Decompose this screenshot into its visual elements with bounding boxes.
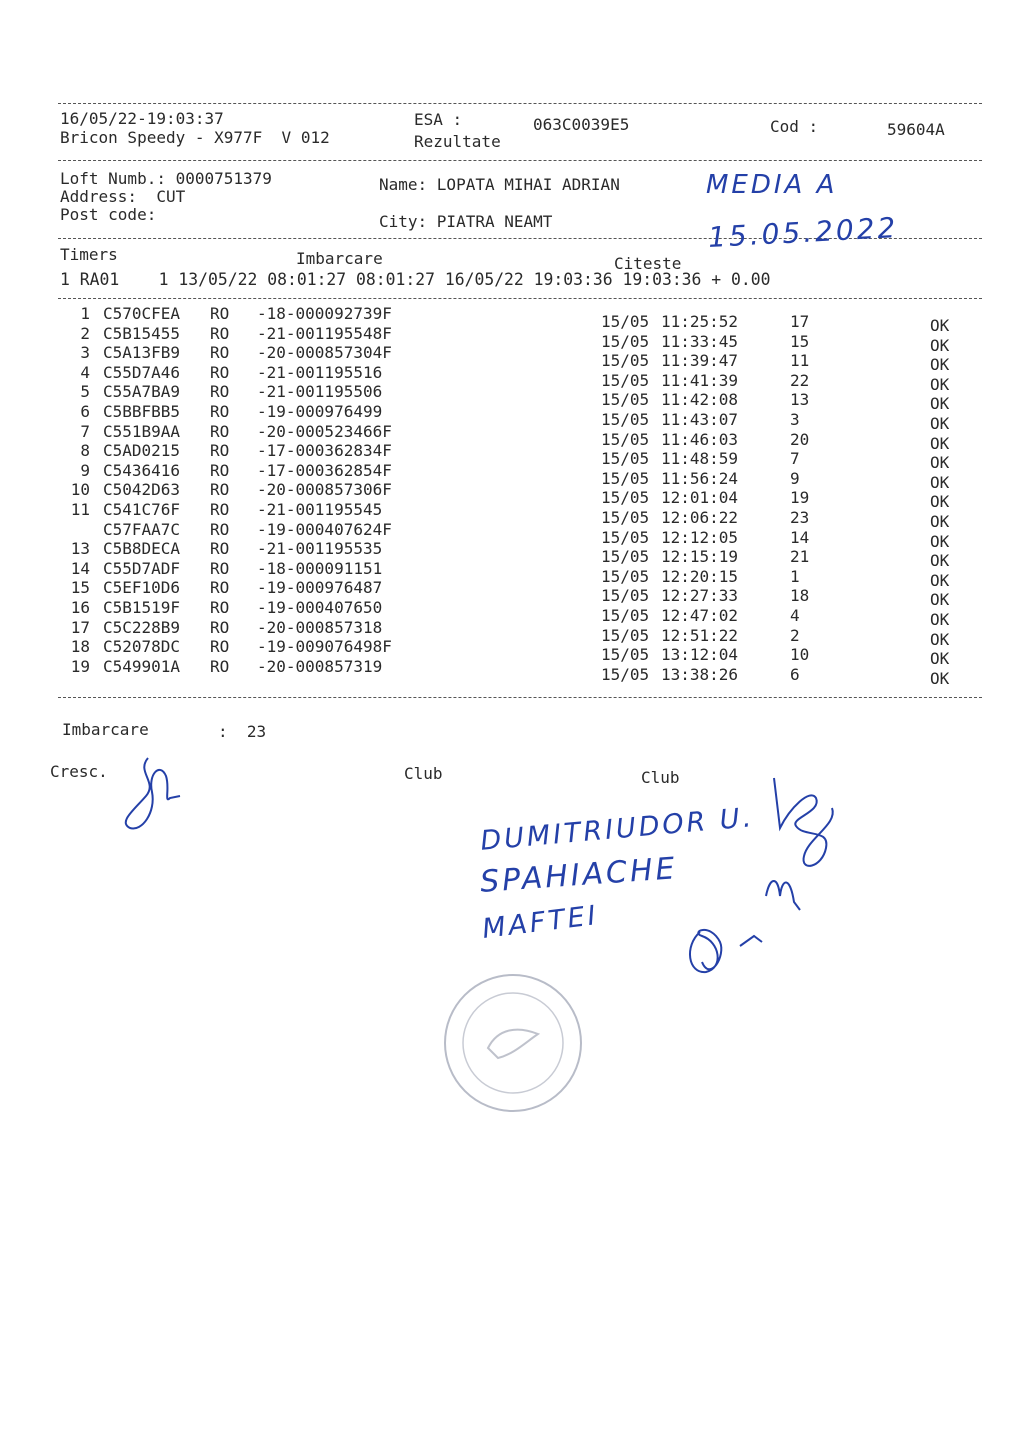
status-ok: OK <box>930 492 950 512</box>
arrival-date: 15/05 <box>601 390 650 410</box>
row-number: 11 <box>70 500 90 519</box>
arrival-time: 11:48:59 <box>661 449 739 469</box>
arrival-time: 13:38:26 <box>661 664 739 684</box>
loft-address: Address: CUT <box>60 187 186 206</box>
row-number: 7 <box>80 421 90 441</box>
country-code: RO <box>210 617 230 637</box>
status-ok: OK <box>930 590 950 610</box>
country-code: RO <box>210 480 230 500</box>
club-label-2: Club <box>641 768 680 787</box>
row-number: 15 <box>70 578 90 598</box>
status-ok: OK <box>930 551 950 571</box>
position: 6 <box>790 664 800 684</box>
status-ok: OK <box>930 668 950 688</box>
device-name: Bricon Speedy - X977F V 012 <box>60 128 330 147</box>
row-number: 5 <box>80 382 90 402</box>
results-table <box>0 0 1024 700</box>
print-datetime: 16/05/22-19:03:37 <box>60 109 224 128</box>
country-code: RO <box>210 421 230 441</box>
club-label-1: Club <box>404 764 443 783</box>
country-code: RO <box>210 323 230 343</box>
country-code: RO <box>210 558 230 578</box>
position: 11 <box>790 351 810 371</box>
position: 22 <box>790 370 810 390</box>
arrival-time: 11:56:24 <box>661 468 739 488</box>
arrival-date: 15/05 <box>601 351 650 371</box>
arrival-date: 15/05 <box>601 664 650 684</box>
country-code: RO <box>210 362 230 382</box>
cod-value: 59604A <box>887 120 945 139</box>
arrival-time: 11:41:39 <box>661 370 739 390</box>
ring-number: -21-001195506 <box>257 382 383 402</box>
row-number: 10 <box>70 480 90 500</box>
arrival-time: 11:46:03 <box>661 429 739 449</box>
arrival-date: 15/05 <box>601 331 650 351</box>
club-stamp <box>438 968 588 1118</box>
ring-number: -19-000407650 <box>257 598 383 617</box>
ring-number: -17-000362854F <box>257 460 392 480</box>
timer-line: 1 RA01 1 13/05/22 08:01:27 08:01:27 16/05/22 19:03:36 19:03:36 + 0.00 <box>60 270 771 289</box>
chip-id: C551B9AA <box>103 421 181 441</box>
signature-cresc <box>108 752 188 832</box>
ring-number: -19-000976487 <box>257 578 383 598</box>
arrival-time: 12:15:19 <box>661 547 739 567</box>
chip-id: C549901A <box>103 656 181 676</box>
arrival-time: 11:42:08 <box>661 390 739 410</box>
country-code: RO <box>210 637 230 657</box>
row-number: 14 <box>70 558 90 578</box>
arrival-date: 15/05 <box>601 468 650 488</box>
chip-id: C57FAA7C <box>103 519 181 539</box>
chip-id: C5BBFBB5 <box>103 402 181 421</box>
country-code: RO <box>210 578 230 598</box>
status-ok: OK <box>930 649 950 669</box>
chip-id: C52078DC <box>103 637 181 657</box>
row-number: 18 <box>70 637 90 657</box>
timers-citeste-header: Citeste <box>614 254 682 273</box>
arrival-time: 12:20:15 <box>661 566 739 586</box>
arrival-date: 15/05 <box>601 527 650 547</box>
position: 19 <box>790 488 810 508</box>
chip-id: C5A13FB9 <box>103 343 181 363</box>
position: 20 <box>790 429 810 449</box>
ring-number: -21-001195535 <box>257 539 383 559</box>
country-code: RO <box>210 598 230 617</box>
chip-id: C55A7BA9 <box>103 382 181 402</box>
row-number: 9 <box>80 460 90 480</box>
status-ok: OK <box>930 629 950 649</box>
chip-id: C55D7ADF <box>103 558 181 578</box>
ring-number: -20-000857306F <box>257 480 392 500</box>
row-number: 8 <box>80 441 90 461</box>
handwritten-name-1: DUMITRIUDOR U. <box>479 802 756 857</box>
ring-number: -18-000092739F <box>257 304 392 323</box>
arrival-time: 11:25:52 <box>661 312 739 331</box>
arrival-date: 15/05 <box>601 410 650 429</box>
loft-post-code: Post code: <box>60 205 157 224</box>
country-code: RO <box>210 500 230 519</box>
chip-id: C5B15455 <box>103 323 181 343</box>
status-ok: OK <box>930 610 950 629</box>
ring-number: -21-001195516 <box>257 362 383 382</box>
ring-number: -19-009076498F <box>257 637 392 657</box>
arrival-date: 15/05 <box>601 488 650 508</box>
arrival-date: 15/05 <box>601 645 650 665</box>
position: 14 <box>790 527 810 547</box>
ring-number: -19-000407624F <box>257 519 392 539</box>
arrival-time: 12:12:05 <box>661 527 739 547</box>
position: 3 <box>790 410 800 429</box>
position: 7 <box>790 449 800 469</box>
arrival-time: 12:01:04 <box>661 488 739 508</box>
country-code: RO <box>210 460 230 480</box>
arrival-time: 12:27:33 <box>661 586 739 606</box>
arrival-time: 11:43:07 <box>661 410 739 429</box>
signature-club-2 <box>760 866 810 916</box>
chip-id: C570CFEA <box>103 304 181 323</box>
arrival-time: 11:39:47 <box>661 351 739 371</box>
ring-number: -17-000362834F <box>257 441 392 461</box>
arrival-time: 12:47:02 <box>661 606 739 625</box>
arrival-time: 13:12:04 <box>661 645 739 665</box>
row-number: 17 <box>70 617 90 637</box>
chip-id: C5C228B9 <box>103 617 181 637</box>
handwritten-name-3: MAFTEI <box>480 899 601 946</box>
position: 2 <box>790 625 800 645</box>
ring-number: -20-000857318 <box>257 617 383 637</box>
handwritten-race: MEDIA A <box>706 170 838 200</box>
status-ok: OK <box>930 355 950 375</box>
handwritten-date: 15.05.2022 <box>707 211 900 254</box>
chip-id: C5042D63 <box>103 480 181 500</box>
chip-id: C5B8DECA <box>103 539 181 559</box>
row-number: 2 <box>80 323 90 343</box>
position: 1 <box>790 566 800 586</box>
row-number: 3 <box>80 343 90 363</box>
signature-club-3 <box>680 912 770 992</box>
chip-id: C55D7A46 <box>103 362 181 382</box>
chip-id: C5436416 <box>103 460 181 480</box>
arrival-time: 12:06:22 <box>661 508 739 527</box>
status-ok: OK <box>930 374 950 394</box>
arrival-date: 15/05 <box>601 566 650 586</box>
position: 17 <box>790 312 810 331</box>
chip-id: C541C76F <box>103 500 181 519</box>
ring-number: -20-000857319 <box>257 656 383 676</box>
loft-name: Name: LOPATA MIHAI ADRIAN <box>379 175 620 194</box>
arrival-date: 15/05 <box>601 625 650 645</box>
row-number: 1 <box>80 304 90 323</box>
status-ok: OK <box>930 433 950 453</box>
row-number: 19 <box>70 656 90 676</box>
position: 18 <box>790 586 810 606</box>
ring-number: -20-000523466F <box>257 421 392 441</box>
status-ok: OK <box>930 570 950 590</box>
arrival-time: 12:51:22 <box>661 625 739 645</box>
row-number: 4 <box>80 362 90 382</box>
ring-number: -19-000976499 <box>257 402 383 421</box>
chip-id: C5B1519F <box>103 598 181 617</box>
loft-number: Loft Numb.: 0000751379 <box>60 169 272 188</box>
position: 10 <box>790 645 810 665</box>
country-code: RO <box>210 519 230 539</box>
country-code: RO <box>210 539 230 559</box>
cresc-label: Cresc. <box>50 762 108 781</box>
position: 23 <box>790 508 810 527</box>
country-code: RO <box>210 441 230 461</box>
ring-number: -18-000091151 <box>257 558 383 578</box>
country-code: RO <box>210 304 230 323</box>
arrival-date: 15/05 <box>601 508 650 527</box>
position: 9 <box>790 468 800 488</box>
status-ok: OK <box>930 316 950 335</box>
row-number: 16 <box>70 598 90 617</box>
ring-number: -21-001195545 <box>257 500 383 519</box>
cod-label: Cod : <box>770 117 819 136</box>
position: 15 <box>790 331 810 351</box>
row-number: 6 <box>80 402 90 421</box>
chip-id: C5EF10D6 <box>103 578 181 598</box>
ring-number: -21-001195548F <box>257 323 392 343</box>
country-code: RO <box>210 343 230 363</box>
status-ok: OK <box>930 414 950 433</box>
chip-id: C5AD0215 <box>103 441 181 461</box>
country-code: RO <box>210 382 230 402</box>
status-ok: OK <box>930 512 950 531</box>
position: 4 <box>790 606 800 625</box>
arrival-date: 15/05 <box>601 429 650 449</box>
esa-value: 063C0039E5 <box>533 115 630 134</box>
position: 13 <box>790 390 810 410</box>
row-number: 13 <box>70 539 90 559</box>
imbarcare-count: : 23 <box>218 722 267 741</box>
imbarcare-label: Imbarcare <box>62 720 149 739</box>
country-code: RO <box>210 402 230 421</box>
status-ok: OK <box>930 472 950 492</box>
country-code: RO <box>210 656 230 676</box>
arrival-date: 15/05 <box>601 312 650 331</box>
arrival-date: 15/05 <box>601 547 650 567</box>
esa-label: ESA : <box>414 110 463 129</box>
arrival-date: 15/05 <box>601 449 650 469</box>
divider-results <box>58 697 982 698</box>
status-ok: OK <box>930 531 950 551</box>
ring-number: -20-000857304F <box>257 343 392 363</box>
arrival-date: 15/05 <box>601 370 650 390</box>
timers-imbarcare-header: Imbarcare <box>296 249 383 268</box>
arrival-date: 15/05 <box>601 606 650 625</box>
status-ok: OK <box>930 394 950 414</box>
handwritten-name-2: SPAHIACHE <box>479 851 679 900</box>
status-ok: OK <box>930 453 950 473</box>
loft-city: City: PIATRA NEAMT <box>379 212 553 231</box>
position: 21 <box>790 547 810 567</box>
arrival-date: 15/05 <box>601 586 650 606</box>
timers-header: Timers <box>60 245 118 264</box>
arrival-time: 11:33:45 <box>661 331 739 351</box>
report-title: Rezultate <box>414 132 501 151</box>
status-ok: OK <box>930 335 950 355</box>
